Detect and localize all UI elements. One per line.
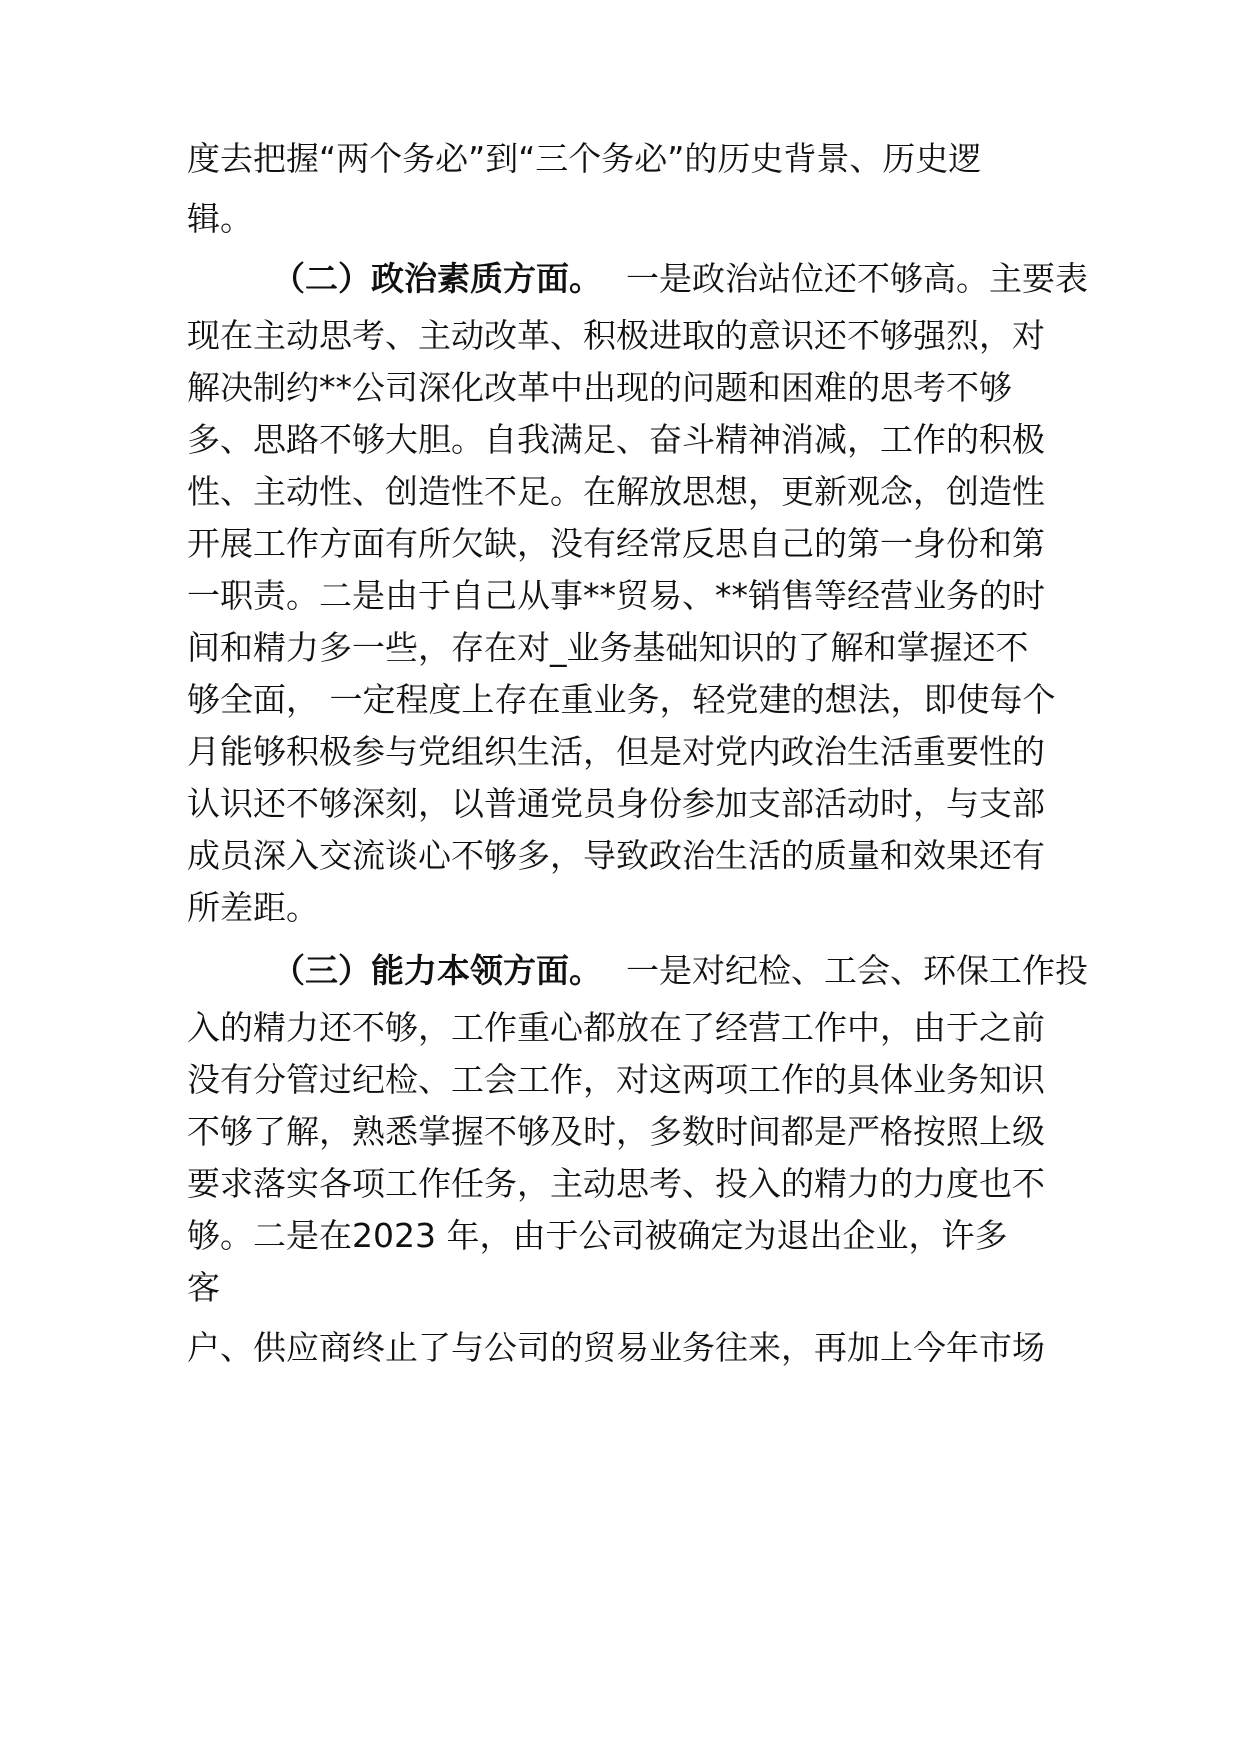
text-line: 月能够积极参与党组织生活，但是对党内政治生活重要性的 — [187, 732, 1045, 771]
section-2-heading: （二）政治素质方面。 — [272, 259, 602, 298]
text-line: 所差距。 — [187, 888, 319, 927]
text-line: 没有分管过纪检、工会工作，对这两项工作的具体业务知识 — [187, 1060, 1045, 1099]
text-line: 不够了解，熟悉掌握不够及时，多数时间都是严格按照上级 — [187, 1112, 1045, 1151]
text-line: 间和精力多一些，存在对_业务基础知识的了解和掌握还不 — [187, 628, 1029, 667]
text-line: 户、供应商终止了与公司的贸易业务往来，再加上今年市场 — [187, 1328, 1045, 1367]
text-line: 认识还不够深刻，以普通党员身份参加支部活动时，与支部 — [187, 784, 1045, 823]
text-line: 开展工作方面有所欠缺，没有经常反思自己的第一身份和第 — [187, 524, 1045, 563]
text-line: 多、思路不够大胆。自我满足、奋斗精神消减，工作的积极 — [187, 420, 1045, 459]
text-line: 要求落实各项工作任务，主动思考、投入的精力的力度也不 — [187, 1164, 1045, 1203]
text-line: 现在主动思考、主动改革、积极进取的意识还不够强烈，对 — [187, 316, 1045, 355]
section-2-first-line — [272, 253, 1152, 305]
section-3-first-line — [272, 945, 1152, 997]
text-line: 解决制约**公司深化改革中出现的问题和困难的思考不够 — [187, 368, 1012, 407]
text-line: 成员深入交流谈心不够多，导致政治生活的质量和效果还有 — [187, 836, 1045, 875]
text-line: 一职责。二是由于自己从事**贸易、**销售等经营业务的时 — [187, 576, 1045, 615]
text-line: 度去把握“两个务必”到“三个务必”的历史背景、历史逻 — [187, 139, 982, 178]
text-line: 客 — [187, 1268, 220, 1307]
section-3-lead: 一是对纪检、工会、环保工作投 — [626, 951, 1088, 990]
text-line: 入的精力还不够，工作重心都放在了经营工作中，由于之前 — [187, 1008, 1045, 1047]
section-2-lead: 一是政治站位还不够高。主要表 — [626, 259, 1088, 298]
section-3-heading: （三）能力本领方面。 — [272, 951, 602, 990]
text-line: 性、主动性、创造性不足。在解放思想，更新观念，创造性 — [187, 472, 1045, 511]
text-line: 够全面， 一定程度上存在重业务，轻党建的想法，即使每个 — [187, 680, 1056, 719]
text-line: 够。二是在2023 年，由于公司被确定为退出企业，许多 — [187, 1216, 1008, 1255]
text-line: 辑。 — [187, 199, 253, 238]
